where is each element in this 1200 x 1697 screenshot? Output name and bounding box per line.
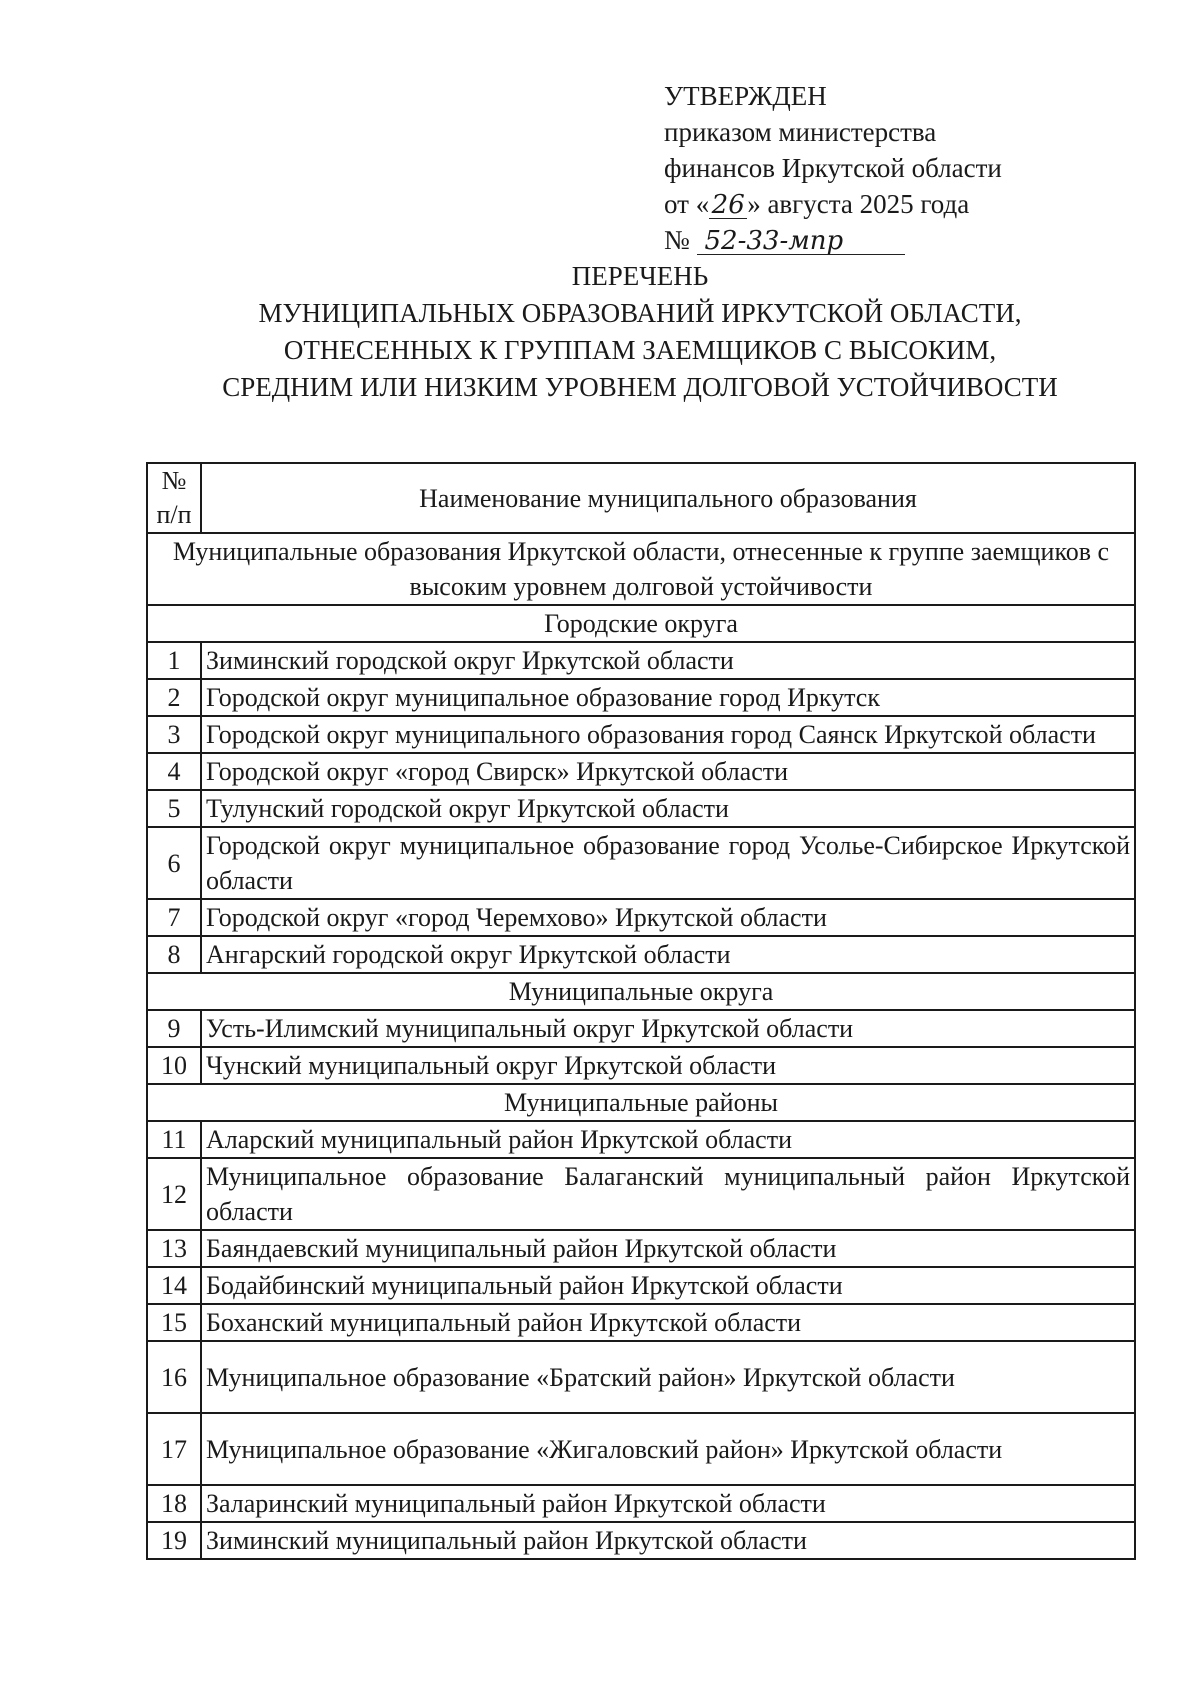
row-name: Муниципальное образование «Жигаловский район» Иркутской области bbox=[201, 1413, 1135, 1485]
row-number: 15 bbox=[147, 1304, 201, 1341]
approval-date-prefix: от « bbox=[664, 189, 710, 219]
row-number: 19 bbox=[147, 1522, 201, 1559]
table-row bbox=[147, 1047, 1135, 1084]
municipalities-table bbox=[146, 462, 1136, 1560]
section-row-city bbox=[147, 605, 1135, 642]
table-row bbox=[147, 1522, 1135, 1559]
row-name: Баяндаевский муниципальный район Иркутской области bbox=[201, 1230, 1135, 1267]
table-row bbox=[147, 936, 1135, 973]
table-row bbox=[147, 1413, 1135, 1485]
row-number: 18 bbox=[147, 1485, 201, 1522]
section-city-districts: Городские округа bbox=[147, 605, 1135, 642]
table-row bbox=[147, 1304, 1135, 1341]
row-number: 6 bbox=[147, 827, 201, 899]
table-row bbox=[147, 679, 1135, 716]
approval-date-day: 26 bbox=[709, 192, 747, 219]
approval-date-suffix: » августа 2025 года bbox=[747, 189, 970, 219]
approval-number-value: 52-33-мпр bbox=[697, 228, 905, 255]
group-high-stability: Муниципальные образования Иркутской области, отнесенные к группе заемщиков с высоким уровнем долговой устойчивости bbox=[147, 533, 1135, 605]
row-number: 12 bbox=[147, 1158, 201, 1230]
row-number: 11 bbox=[147, 1121, 201, 1158]
table-row bbox=[147, 827, 1135, 899]
header-num-symbol: № bbox=[161, 466, 187, 495]
row-name: Усть-Илимский муниципальный округ Иркутской области bbox=[201, 1010, 1135, 1047]
approval-number bbox=[664, 222, 1084, 258]
table-row bbox=[147, 1230, 1135, 1267]
table-row bbox=[147, 716, 1135, 753]
row-number: 1 bbox=[147, 642, 201, 679]
row-name: Муниципальное образование «Братский район» Иркутской области bbox=[201, 1341, 1135, 1413]
row-number: 5 bbox=[147, 790, 201, 827]
title-line-1: ПЕРЕЧЕНЬ bbox=[571, 261, 709, 291]
header-num-cell bbox=[147, 463, 201, 533]
table-row bbox=[147, 1010, 1135, 1047]
row-name: Аларский муниципальный район Иркутской области bbox=[201, 1121, 1135, 1158]
section-row-municipal-rayon bbox=[147, 1084, 1135, 1121]
row-name: Боханский муниципальный район Иркутской области bbox=[201, 1304, 1135, 1341]
approval-number-prefix: № bbox=[664, 225, 690, 255]
table-row bbox=[147, 1341, 1135, 1413]
row-name: Бодайбинский муниципальный район Иркутской области bbox=[201, 1267, 1135, 1304]
table-row bbox=[147, 790, 1135, 827]
section-municipal-rayons: Муниципальные районы bbox=[147, 1084, 1135, 1121]
title-line-4: СРЕДНИМ ИЛИ НИЗКИМ УРОВНЕМ ДОЛГОВОЙ УСТОЙЧИВОСТИ bbox=[222, 372, 1058, 402]
row-name: Муниципальное образование Балаганский муниципальный район Иркутской области bbox=[201, 1158, 1135, 1230]
row-number: 14 bbox=[147, 1267, 201, 1304]
row-name: Городской округ муниципальное образование город Усолье-Сибирское Иркутской области bbox=[201, 827, 1135, 899]
table-row bbox=[147, 1485, 1135, 1522]
row-name: Городской округ муниципального образования город Саянск Иркутской области bbox=[201, 716, 1135, 753]
header-name-cell: Наименование муниципального образования bbox=[201, 463, 1135, 533]
table-row bbox=[147, 753, 1135, 790]
row-number: 3 bbox=[147, 716, 201, 753]
table-row bbox=[147, 1267, 1135, 1304]
approval-date bbox=[664, 186, 1084, 222]
document-title bbox=[140, 258, 1140, 406]
table-row bbox=[147, 1121, 1135, 1158]
row-number: 13 bbox=[147, 1230, 201, 1267]
row-name: Заларинский муниципальный район Иркутской области bbox=[201, 1485, 1135, 1522]
row-name: Городской округ «город Свирск» Иркутской области bbox=[201, 753, 1135, 790]
row-name: Ангарский городской округ Иркутской области bbox=[201, 936, 1135, 973]
approval-stamp bbox=[664, 78, 1084, 258]
header-num-abbr: п/п bbox=[156, 500, 192, 529]
row-number: 2 bbox=[147, 679, 201, 716]
row-name: Тулунский городской округ Иркутской области bbox=[201, 790, 1135, 827]
row-number: 7 bbox=[147, 899, 201, 936]
row-name: Городской округ «город Черемхово» Иркутской области bbox=[201, 899, 1135, 936]
table-row bbox=[147, 1158, 1135, 1230]
table-row bbox=[147, 899, 1135, 936]
row-name: Городской округ муниципальное образование город Иркутск bbox=[201, 679, 1135, 716]
row-number: 4 bbox=[147, 753, 201, 790]
title-line-2: МУНИЦИПАЛЬНЫХ ОБРАЗОВАНИЙ ИРКУТСКОЙ ОБЛАСТИ, bbox=[258, 298, 1022, 328]
approval-line-order: приказом министерства bbox=[664, 117, 937, 147]
row-number: 8 bbox=[147, 936, 201, 973]
row-number: 17 bbox=[147, 1413, 201, 1485]
approval-line-ministry: финансов Иркутской области bbox=[664, 153, 1002, 183]
table-row bbox=[147, 642, 1135, 679]
row-number: 9 bbox=[147, 1010, 201, 1047]
approval-status: УТВЕРЖДЕН bbox=[664, 81, 827, 111]
section-row-municipal-okrug bbox=[147, 973, 1135, 1010]
row-name: Зиминский городской округ Иркутской области bbox=[201, 642, 1135, 679]
row-name: Чунский муниципальный округ Иркутской области bbox=[201, 1047, 1135, 1084]
section-municipal-okrugs: Муниципальные округа bbox=[147, 973, 1135, 1010]
table-header-row bbox=[147, 463, 1135, 533]
row-number: 16 bbox=[147, 1341, 201, 1413]
group-row-high bbox=[147, 533, 1135, 605]
title-line-3: ОТНЕСЕННЫХ К ГРУППАМ ЗАЕМЩИКОВ С ВЫСОКИМ, bbox=[283, 335, 997, 365]
row-number: 10 bbox=[147, 1047, 201, 1084]
row-name: Зиминский муниципальный район Иркутской области bbox=[201, 1522, 1135, 1559]
